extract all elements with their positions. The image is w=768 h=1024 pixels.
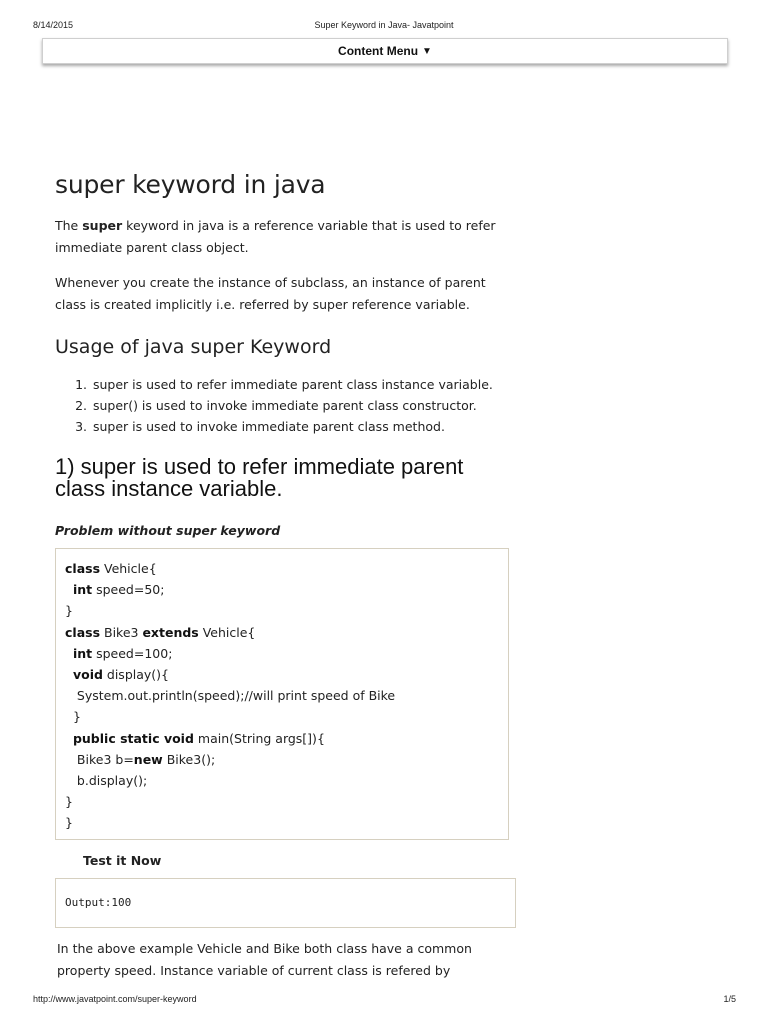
code-line bbox=[65, 558, 395, 579]
print-footer bbox=[0, 990, 768, 1010]
code-text bbox=[65, 688, 77, 703]
print-date: 8/14/2015 bbox=[33, 20, 74, 30]
code-text: Bike3 b= bbox=[76, 751, 134, 767]
page-number: 1/5 bbox=[723, 994, 736, 1004]
code-keyword: void bbox=[72, 667, 103, 683]
code-text: Vehicle{ bbox=[100, 561, 157, 576]
code-keyword: class bbox=[65, 561, 101, 576]
intro-keyword: super bbox=[82, 218, 123, 233]
code-line bbox=[65, 643, 395, 664]
section-1-heading: 1) super is used to refer immediate parent class instance variable. bbox=[55, 454, 464, 501]
usage-list bbox=[55, 374, 531, 437]
code-text: speed=100; bbox=[92, 645, 173, 661]
list-item: 3. super is used to invoke immediate parent class method. bbox=[91, 416, 531, 437]
print-url: http://www.javatpoint.com/super-keyword bbox=[33, 994, 197, 1004]
code-text: System.out.println(speed);//will print speed of Bike bbox=[76, 688, 396, 704]
code-line bbox=[65, 749, 395, 770]
code-line bbox=[65, 579, 395, 600]
code-keyword: public static void bbox=[72, 730, 194, 746]
code-text bbox=[65, 709, 73, 724]
output-box bbox=[55, 878, 516, 928]
code-keyword: class bbox=[65, 624, 101, 640]
code-text: } bbox=[72, 709, 81, 725]
output-text: Output:100 bbox=[65, 896, 132, 909]
code-line bbox=[65, 600, 395, 621]
code-text: main(String args[]){ bbox=[193, 730, 325, 746]
code-lines bbox=[65, 558, 395, 834]
dropdown-triangle-icon: ▼ bbox=[422, 45, 432, 57]
code-line bbox=[65, 770, 395, 791]
code-text: } bbox=[65, 603, 73, 619]
code-text: Vehicle{ bbox=[198, 624, 256, 640]
code-line bbox=[65, 685, 395, 706]
code-text: Bike3(); bbox=[162, 751, 216, 767]
code-text: speed=50; bbox=[92, 582, 165, 598]
subclass-paragraph: Whenever you create the instance of subclass, an instance of parent class is created implicitly i.e. referred by super reference variable. bbox=[55, 275, 486, 312]
problem-label: Problem without super keyword bbox=[55, 523, 281, 538]
code-text: Bike3 bbox=[100, 624, 143, 640]
usage-heading: Usage of java super Keyword bbox=[55, 336, 332, 358]
code-text: display(){ bbox=[102, 667, 169, 683]
content-menu-button[interactable] bbox=[42, 38, 728, 64]
code-line bbox=[65, 791, 395, 812]
code-text bbox=[65, 646, 73, 661]
list-item: 2. super() is used to invoke immediate parent class constructor. bbox=[91, 395, 531, 416]
code-text bbox=[65, 667, 73, 682]
code-text bbox=[65, 752, 77, 767]
code-keyword: int bbox=[72, 582, 93, 598]
code-keyword: int bbox=[72, 645, 93, 661]
intro-prefix: The bbox=[55, 218, 83, 233]
code-text: } bbox=[65, 794, 73, 810]
code-line bbox=[65, 622, 395, 643]
code-text bbox=[65, 731, 73, 746]
code-line bbox=[65, 728, 395, 749]
code-keyword: extends bbox=[142, 624, 199, 640]
intro-suffix: keyword in java is a reference variable that is used to refer immediate parent class object. bbox=[55, 218, 496, 255]
code-text: } bbox=[65, 815, 73, 831]
content-menu-label: Content Menu bbox=[338, 44, 419, 58]
list-item: 1. super is used to refer immediate parent class instance variable. bbox=[91, 374, 531, 395]
intro-paragraph bbox=[55, 215, 510, 259]
code-text bbox=[65, 773, 77, 788]
code-text bbox=[65, 582, 73, 597]
code-block bbox=[55, 548, 509, 840]
code-line bbox=[65, 664, 395, 685]
test-it-now-link[interactable]: Test it Now bbox=[83, 853, 162, 868]
code-line bbox=[65, 706, 395, 727]
print-page-title: Super Keyword in Java- Javatpoint bbox=[314, 20, 454, 30]
closing-paragraph: In the above example Vehicle and Bike both class have a common property speed. Instance variable of current class is refered by bbox=[57, 941, 472, 978]
code-line bbox=[65, 812, 395, 833]
code-keyword: new bbox=[133, 751, 163, 767]
print-header bbox=[0, 0, 768, 32]
code-text: b.display(); bbox=[76, 773, 148, 789]
page-title: super keyword in java bbox=[55, 170, 326, 199]
